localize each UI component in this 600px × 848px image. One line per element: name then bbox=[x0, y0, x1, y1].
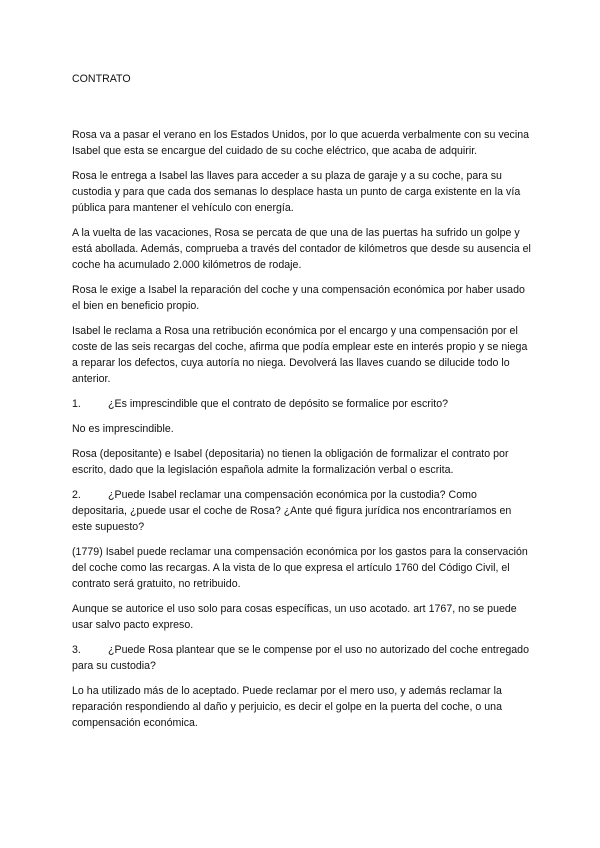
paragraph-return: A la vuelta de las vacaciones, Rosa se percata de que una de las puertas ha sufrido un golpe y está abollada. Además, comprueba a través del contador de kilómetros que desde su ausencia el coche ha acumulado 2.000 kilómetros de rodaje. bbox=[72, 227, 531, 271]
answer-2-use: Aunque se autorice el uso solo para cosas específicas, un uso acotado. art 1767, no se puede usar salvo pacto expreso. bbox=[72, 603, 517, 631]
document-title: CONTRATO bbox=[72, 73, 131, 85]
answer-1-detail: Rosa (depositante) e Isabel (depositaria) no tienen la obligación de formalizar el contrato por escrito, dado que la legislación española admite la formalización verbal o escrita. bbox=[72, 448, 509, 476]
question-3-number: 3. bbox=[72, 644, 81, 656]
question-1-text: ¿Es imprescindible que el contrato de depósito se formalice por escrito? bbox=[108, 398, 449, 410]
paragraph-isabel-claim: Isabel le reclama a Rosa una retribución económica por el encargo y una compensación por el coste de las seis recargas del coche, afirma que podía emplear este en interés propio y se niega a reparar los defectos, cuya autoría no niega. Devolverá las llaves cuando se dilucide todo lo anterior. bbox=[72, 325, 528, 385]
question-1-number: 1. bbox=[72, 398, 81, 410]
answer-1-short: No es imprescindible. bbox=[72, 423, 174, 435]
paragraph-rosa-demand: Rosa le exige a Isabel la reparación del coche y una compensación económica por haber usado el bien en beneficio propio. bbox=[72, 284, 525, 312]
question-3 bbox=[72, 642, 532, 674]
paragraph-intro: Rosa va a pasar el verano en los Estados Unidos, por lo que acuerda verbalmente con su vecina Isabel que esta se encargue del cuidado de su coche eléctrico, que acaba de adquirir. bbox=[72, 129, 530, 157]
question-2-number: 2. bbox=[72, 489, 81, 501]
question-3-text: ¿Puede Rosa plantear que se le compense por el uso no autorizado del coche entregado para su custodia? bbox=[72, 644, 530, 672]
answer-3: Lo ha utilizado más de lo aceptado. Puede reclamar por el mero uso, y además reclamar la reparación respondiendo al daño y perjuicio, es decir el golpe en la puerta del coche, o una compensación económica. bbox=[72, 685, 502, 729]
question-2 bbox=[72, 487, 532, 535]
question-1 bbox=[72, 396, 532, 412]
paragraph-keys: Rosa le entrega a Isabel las llaves para acceder a su plaza de garaje y a su coche, para su custodia y para que cada dos semanas lo desplace hasta un punto de carga existente en la vía pública para mantener el vehículo con energía. bbox=[72, 170, 521, 214]
answer-2-compensation: (1779) Isabel puede reclamar una compensación económica por los gastos para la conservación del coche como las recargas. A la vista de lo que expresa el artículo 1760 del Código Civil, el contrato será gratuito, no retribuido. bbox=[72, 546, 528, 590]
document-body bbox=[72, 71, 532, 740]
question-2-text: ¿Puede Isabel reclamar una compensación económica por la custodia? Como depositaria, ¿puede usar el coche de Rosa? ¿Ante qué figura jurídica nos encontraríamos en este supuesto? bbox=[72, 489, 512, 533]
